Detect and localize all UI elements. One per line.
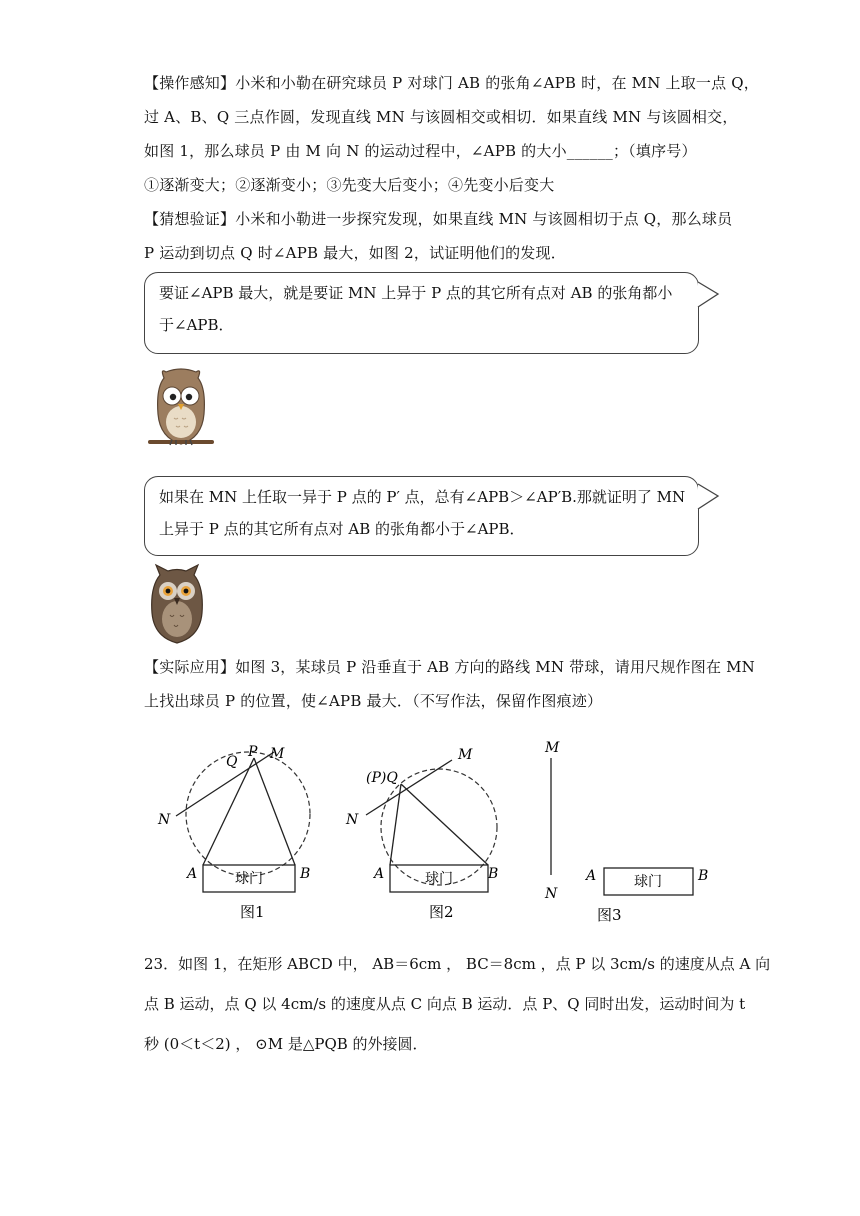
point-label-m: M — [458, 747, 473, 763]
figure-1 — [157, 744, 310, 921]
owl-icon — [146, 563, 208, 645]
text-line: 如图 1，那么球员 P 由 M 向 N 的运动过程中，∠APB 的大小______；（填序号） — [144, 142, 697, 160]
point-label-p: P — [248, 744, 258, 760]
goal-label: 球门 — [425, 871, 453, 887]
point-label-n: N — [545, 886, 558, 902]
text-line: 23．如图 1，在矩形 ABCD 中， AB＝6cm ， BC＝8cm ，点 P 以 3cm/s 的速度从点 A 向 — [144, 955, 771, 973]
speech-bubble-1 — [144, 272, 699, 354]
section-operation-perception — [144, 66, 759, 202]
point-label-a: A — [586, 868, 597, 884]
section-conjecture-verification — [144, 202, 733, 270]
bubble-text-line: 要证∠APB 最大，就是要证 MN 上异于 P 点的其它所有点对 AB 的张角都小 — [159, 284, 673, 302]
text-line: 【猜想验证】小米和小勒进一步探究发现，如果直线 MN 与该圆相切于点 Q，那么球员 — [144, 210, 733, 228]
point-label-n: N — [346, 812, 359, 828]
figure-caption: 图2 — [429, 903, 454, 921]
text-line: 【实际应用】如图 3，某球员 P 沿垂直于 AB 方向的路线 MN 带球，请用尺规作图在 MN — [144, 658, 756, 676]
point-label-b: B — [300, 866, 311, 882]
speech-bubble-2 — [144, 476, 699, 556]
figure-3 — [544, 740, 708, 924]
section-practical-application — [144, 650, 756, 718]
bubble-pointer — [697, 280, 721, 310]
point-label-a: A — [374, 866, 385, 882]
point-label-m: M — [270, 746, 285, 762]
point-label-q: Q — [226, 754, 238, 770]
text-line: 【操作感知】小米和小勒在研究球员 P 对球门 AB 的张角∠APB 时，在 MN 上取一点 Q， — [144, 74, 759, 92]
options-line: ①逐渐变大；②逐渐变小；③先变大后变小；④先变小后变大 — [144, 176, 555, 194]
owl-icon — [146, 366, 216, 458]
text-line: 秒 (0＜t＜2) ， ⊙M 是△PQB 的外接圆． — [144, 1035, 428, 1053]
point-label-m: M — [545, 740, 560, 756]
figure-caption: 图3 — [597, 906, 622, 924]
point-label-pq: (P)Q — [366, 770, 398, 786]
bubble-pointer — [697, 482, 721, 512]
goal-label: 球门 — [634, 874, 662, 890]
figure-caption: 图1 — [240, 903, 265, 921]
point-label-n: N — [158, 812, 171, 828]
text-line: 点 B 运动，点 Q 以 4cm/s 的速度从点 C 向点 B 运动．点 P、Q 同时出发，运动时间为 t — [144, 995, 746, 1013]
text-line: P 运动到切点 Q 时∠APB 最大，如图 2，试证明他们的发现． — [144, 244, 566, 262]
bubble-text-line: 于∠APB． — [159, 316, 234, 334]
text-line: 上找出球员 P 的位置，使∠APB 最大．（不写作法，保留作图痕迹） — [144, 692, 603, 710]
point-label-b: B — [488, 866, 499, 882]
figure-2 — [345, 747, 498, 921]
goal-label: 球门 — [235, 871, 263, 887]
point-label-b: B — [698, 868, 709, 884]
figures-diagram — [150, 730, 730, 930]
bubble-text-line: 上异于 P 点的其它所有点对 AB 的张角都小于∠APB． — [159, 520, 525, 538]
text-line: 过 A、B、Q 三点作圆，发现直线 MN 与该圆相交或相切．如果直线 MN 与该圆相交， — [144, 108, 738, 126]
question-23 — [144, 944, 771, 1064]
point-label-a: A — [187, 866, 198, 882]
bubble-text-line: 如果在 MN 上任取一异于 P 点的 P′ 点，总有∠APB＞∠AP′B.那就证明了 MN — [159, 488, 686, 506]
